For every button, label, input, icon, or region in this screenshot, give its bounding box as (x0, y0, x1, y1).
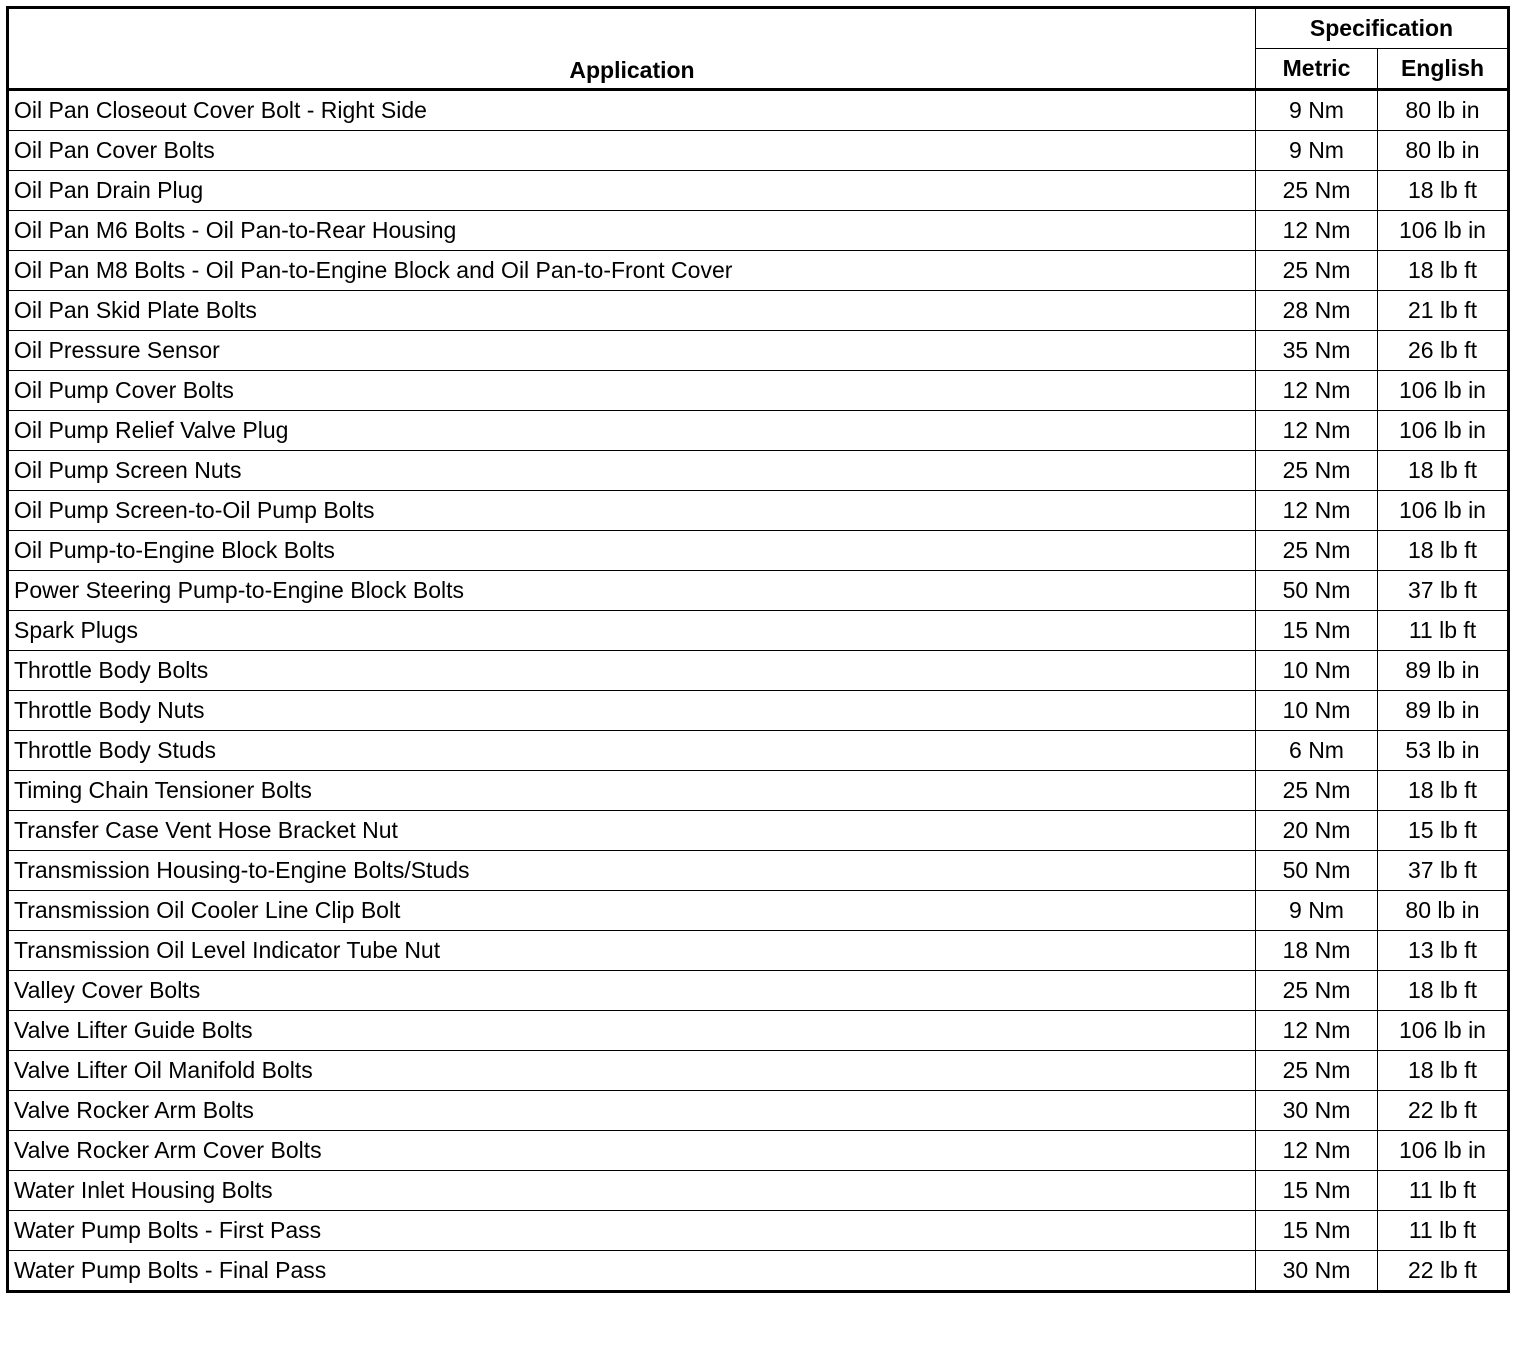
english-cell: 106 lb in (1378, 491, 1509, 531)
metric-cell: 50 Nm (1256, 851, 1378, 891)
metric-cell: 9 Nm (1256, 131, 1378, 171)
metric-cell: 15 Nm (1256, 611, 1378, 651)
metric-cell: 12 Nm (1256, 491, 1378, 531)
metric-cell: 25 Nm (1256, 531, 1378, 571)
table-row (8, 651, 1509, 691)
application-cell: Water Inlet Housing Bolts (8, 1171, 1256, 1211)
english-cell: 89 lb in (1378, 691, 1509, 731)
metric-cell: 15 Nm (1256, 1171, 1378, 1211)
table-row (8, 891, 1509, 931)
metric-cell: 25 Nm (1256, 971, 1378, 1011)
metric-cell: 20 Nm (1256, 811, 1378, 851)
english-cell: 22 lb ft (1378, 1091, 1509, 1131)
application-cell: Oil Pump Screen-to-Oil Pump Bolts (8, 491, 1256, 531)
table-row (8, 451, 1509, 491)
english-cell: 22 lb ft (1378, 1251, 1509, 1292)
english-cell: 15 lb ft (1378, 811, 1509, 851)
application-cell: Valve Rocker Arm Cover Bolts (8, 1131, 1256, 1171)
application-cell: Oil Pan Closeout Cover Bolt - Right Side (8, 90, 1256, 131)
metric-cell: 12 Nm (1256, 371, 1378, 411)
table-row (8, 411, 1509, 451)
metric-cell: 25 Nm (1256, 171, 1378, 211)
application-cell: Oil Pan M8 Bolts - Oil Pan-to-Engine Block and Oil Pan-to-Front Cover (8, 251, 1256, 291)
table-row (8, 931, 1509, 971)
metric-cell: 10 Nm (1256, 651, 1378, 691)
table-row (8, 1171, 1509, 1211)
english-cell: 21 lb ft (1378, 291, 1509, 331)
metric-cell: 35 Nm (1256, 331, 1378, 371)
english-cell: 18 lb ft (1378, 1051, 1509, 1091)
table-row (8, 90, 1509, 131)
table-row (8, 531, 1509, 571)
application-cell: Throttle Body Bolts (8, 651, 1256, 691)
table-row (8, 211, 1509, 251)
metric-cell: 12 Nm (1256, 211, 1378, 251)
english-cell: 11 lb ft (1378, 1211, 1509, 1251)
table-row (8, 971, 1509, 1011)
table-row (8, 1131, 1509, 1171)
application-cell: Oil Pan Drain Plug (8, 171, 1256, 211)
specification-column-header: Specification (1256, 8, 1509, 49)
table-row (8, 371, 1509, 411)
english-cell: 106 lb in (1378, 211, 1509, 251)
metric-cell: 6 Nm (1256, 731, 1378, 771)
application-cell: Oil Pan Cover Bolts (8, 131, 1256, 171)
metric-cell: 28 Nm (1256, 291, 1378, 331)
application-cell: Oil Pump-to-Engine Block Bolts (8, 531, 1256, 571)
english-cell: 26 lb ft (1378, 331, 1509, 371)
metric-cell: 9 Nm (1256, 891, 1378, 931)
english-cell: 106 lb in (1378, 371, 1509, 411)
english-cell: 106 lb in (1378, 1011, 1509, 1051)
metric-cell: 12 Nm (1256, 1131, 1378, 1171)
table-row (8, 291, 1509, 331)
table-row (8, 131, 1509, 171)
torque-spec-table (6, 6, 1510, 1293)
metric-cell: 30 Nm (1256, 1091, 1378, 1131)
table-row (8, 331, 1509, 371)
metric-cell: 30 Nm (1256, 1251, 1378, 1292)
table-row (8, 1211, 1509, 1251)
table-row (8, 1011, 1509, 1051)
english-cell: 80 lb in (1378, 891, 1509, 931)
english-cell: 106 lb in (1378, 1131, 1509, 1171)
metric-cell: 15 Nm (1256, 1211, 1378, 1251)
application-cell: Throttle Body Nuts (8, 691, 1256, 731)
english-cell: 18 lb ft (1378, 451, 1509, 491)
application-cell: Oil Pressure Sensor (8, 331, 1256, 371)
application-cell: Oil Pump Screen Nuts (8, 451, 1256, 491)
table-row (8, 1251, 1509, 1292)
application-cell: Valve Rocker Arm Bolts (8, 1091, 1256, 1131)
metric-cell: 9 Nm (1256, 90, 1378, 131)
application-cell: Timing Chain Tensioner Bolts (8, 771, 1256, 811)
english-cell: 106 lb in (1378, 411, 1509, 451)
table-row (8, 491, 1509, 531)
english-cell: 18 lb ft (1378, 531, 1509, 571)
application-cell: Spark Plugs (8, 611, 1256, 651)
application-cell: Water Pump Bolts - Final Pass (8, 1251, 1256, 1292)
english-cell: 13 lb ft (1378, 931, 1509, 971)
english-cell: 80 lb in (1378, 131, 1509, 171)
application-cell: Transmission Oil Cooler Line Clip Bolt (8, 891, 1256, 931)
english-column-header: English (1378, 49, 1509, 90)
table-row (8, 771, 1509, 811)
application-cell: Oil Pump Cover Bolts (8, 371, 1256, 411)
metric-cell: 25 Nm (1256, 251, 1378, 291)
application-cell: Oil Pump Relief Valve Plug (8, 411, 1256, 451)
application-cell: Transmission Oil Level Indicator Tube Nut (8, 931, 1256, 971)
application-cell: Transmission Housing-to-Engine Bolts/Studs (8, 851, 1256, 891)
application-column-header: Application (8, 8, 1256, 90)
english-cell: 11 lb ft (1378, 611, 1509, 651)
table-body (8, 90, 1509, 1292)
application-cell: Transfer Case Vent Hose Bracket Nut (8, 811, 1256, 851)
application-cell: Valve Lifter Guide Bolts (8, 1011, 1256, 1051)
english-cell: 11 lb ft (1378, 1171, 1509, 1211)
metric-cell: 25 Nm (1256, 1051, 1378, 1091)
table-row (8, 691, 1509, 731)
english-cell: 53 lb in (1378, 731, 1509, 771)
table-header (8, 8, 1509, 90)
english-cell: 18 lb ft (1378, 171, 1509, 211)
table-row (8, 1051, 1509, 1091)
english-cell: 37 lb ft (1378, 571, 1509, 611)
metric-cell: 10 Nm (1256, 691, 1378, 731)
table-row (8, 611, 1509, 651)
metric-column-header: Metric (1256, 49, 1378, 90)
table-row (8, 851, 1509, 891)
metric-cell: 12 Nm (1256, 1011, 1378, 1051)
table-row (8, 171, 1509, 211)
metric-cell: 18 Nm (1256, 931, 1378, 971)
english-cell: 89 lb in (1378, 651, 1509, 691)
metric-cell: 25 Nm (1256, 451, 1378, 491)
english-cell: 80 lb in (1378, 90, 1509, 131)
table-row (8, 1091, 1509, 1131)
application-cell: Power Steering Pump-to-Engine Block Bolts (8, 571, 1256, 611)
header-row-top (8, 8, 1509, 49)
english-cell: 18 lb ft (1378, 971, 1509, 1011)
table-row (8, 571, 1509, 611)
metric-cell: 50 Nm (1256, 571, 1378, 611)
table-row (8, 251, 1509, 291)
english-cell: 37 lb ft (1378, 851, 1509, 891)
application-cell: Valley Cover Bolts (8, 971, 1256, 1011)
application-cell: Oil Pan M6 Bolts - Oil Pan-to-Rear Housing (8, 211, 1256, 251)
application-cell: Valve Lifter Oil Manifold Bolts (8, 1051, 1256, 1091)
english-cell: 18 lb ft (1378, 771, 1509, 811)
metric-cell: 25 Nm (1256, 771, 1378, 811)
application-cell: Water Pump Bolts - First Pass (8, 1211, 1256, 1251)
table-row (8, 731, 1509, 771)
table-row (8, 811, 1509, 851)
english-cell: 18 lb ft (1378, 251, 1509, 291)
metric-cell: 12 Nm (1256, 411, 1378, 451)
application-cell: Oil Pan Skid Plate Bolts (8, 291, 1256, 331)
application-cell: Throttle Body Studs (8, 731, 1256, 771)
